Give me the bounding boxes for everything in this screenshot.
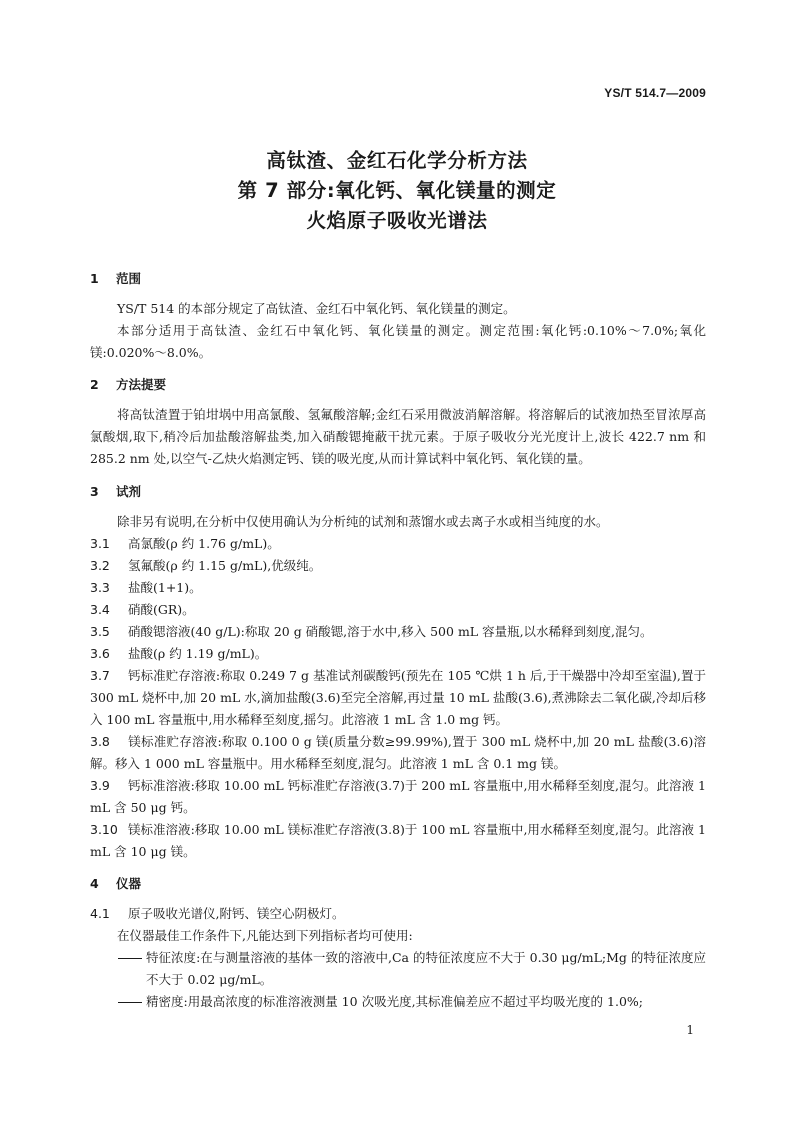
item-text: 高氯酸(ρ 约 1.76 g/mL)。 [128, 536, 280, 551]
item-number: 3.1 [90, 536, 110, 551]
item-text: 钙标准溶液:移取 10.00 mL 钙标准贮存溶液(3.7)于 200 mL 容量瓶中,用水稀释至刻度,混匀。此溶液 1 mL 含 50 μg 钙。 [90, 778, 706, 815]
dash-item-text: 精密度:用最高浓度的标准溶液测量 10 次吸光度,其标准偏差应不超过平均吸光度的 1.0%; [146, 994, 643, 1009]
page-number: 1 [686, 1023, 694, 1037]
item-text: 氢氟酸(ρ 约 1.15 g/mL),优级纯。 [128, 558, 322, 573]
item-text: 原子吸收光谱仪,附钙、镁空心阴极灯。 [128, 906, 345, 921]
reagent-item [90, 775, 706, 819]
item-text: 硝酸(GR)。 [128, 602, 195, 617]
document-body [90, 270, 706, 1013]
title-line-1: 高钛渣、金红石化学分析方法 [266, 149, 528, 172]
item-number: 3.2 [90, 558, 110, 573]
section-title: 方法提要 [116, 377, 167, 392]
section-3-intro: 除非另有说明,在分析中仅使用确认为分析纯的试剂和蒸馏水或去离子水或相当纯度的水。 [117, 514, 609, 529]
section-title: 仪器 [116, 876, 142, 891]
section-number: 2 [90, 377, 99, 392]
section-1-heading [90, 270, 706, 288]
instrument-conditions-intro: 在仪器最佳工作条件下,凡能达到下列指标者均可使用: [117, 928, 413, 943]
em-dash-mark [118, 991, 146, 1013]
item-text: 镁标准溶液:移取 10.00 mL 镁标准贮存溶液(3.8)于 100 mL 容量瓶中,用水稀释至刻度,混匀。此溶液 1 mL 含 10 μg 镁。 [90, 822, 706, 859]
section-2-paragraph: 将高钛渣置于铂坩埚中用高氯酸、氢氟酸溶解;金红石采用微波消解溶解。将溶解后的试液加热至冒浓厚高氯酸烟,取下,稍冷后加盐酸溶解盐类,加入硝酸锶掩蔽干扰元素。于原子吸收分光光度计上,波长 422.7 nm 和 285.2 nm 处,以空气-乙炔火焰测定钙、镁的吸光度,从而计算试料中氧化钙、氧化镁的量。 [90, 407, 706, 466]
reagent-item [90, 643, 706, 665]
item-number: 3.7 [90, 668, 110, 683]
item-number: 3.4 [90, 602, 110, 617]
item-number: 3.3 [90, 580, 110, 595]
section-title: 试剂 [116, 484, 142, 499]
item-number: 3.8 [90, 734, 110, 749]
reagent-item [90, 599, 706, 621]
document-title [0, 146, 794, 236]
dash-list-item [90, 947, 706, 991]
item-number: 4.1 [90, 906, 110, 921]
reagent-item [90, 621, 706, 643]
section-title: 范围 [116, 271, 142, 286]
item-number: 3.9 [90, 778, 110, 793]
standard-code: YS/T 514.7—2009 [604, 86, 706, 100]
section-2-heading [90, 376, 706, 394]
reagent-item [90, 731, 706, 775]
reagent-item [90, 665, 706, 731]
title-line-3: 火焰原子吸收光谱法 [306, 209, 488, 232]
section-4-heading [90, 875, 706, 893]
reagent-item [90, 555, 706, 577]
reagent-item [90, 577, 706, 599]
item-text: 盐酸(ρ 约 1.19 g/mL)。 [128, 646, 268, 661]
instrument-item [90, 903, 706, 925]
reagent-item [90, 533, 706, 555]
reagent-item [90, 819, 706, 863]
dash-list-item [90, 991, 706, 1013]
title-line-2: 第 7 部分:氧化钙、氧化镁量的测定 [237, 179, 557, 202]
section-3-heading [90, 483, 706, 501]
section-1-paragraph-2: 本部分适用于高钛渣、金红石中氧化钙、氧化镁量的测定。测定范围:氧化钙:0.10%～7.0%;氧化镁:0.020%～8.0%。 [90, 323, 706, 360]
item-text: 钙标准贮存溶液:称取 0.249 7 g 基准试剂碳酸钙(预先在 105 ℃烘 1 h 后,于干燥器中冷却至室温),置于 300 mL 烧杯中,加 20 mL 水,滴加盐酸(3.6)至完全溶解,再过量 10 mL 盐酸(3.6),煮沸除去二氧化碳,冷却后移入 100 mL 容量瓶中,用水稀释至刻度,摇匀。此溶液 1 mL 含 1.0 mg 钙。 [90, 668, 706, 727]
item-number: 3.10 [90, 822, 118, 837]
item-number: 3.5 [90, 624, 110, 639]
item-text: 硝酸锶溶液(40 g/L):称取 20 g 硝酸锶,溶于水中,移入 500 mL 容量瓶,以水稀释到刻度,混匀。 [128, 624, 653, 639]
item-text: 镁标准贮存溶液:称取 0.100 0 g 镁(质量分数≥99.99%),置于 300 mL 烧杯中,加 20 mL 盐酸(3.6)溶解。移入 1 000 mL 容量瓶中。用水稀释至刻度,混匀。此溶液 1 mL 含 0.1 mg 镁。 [90, 734, 706, 771]
em-dash-mark [118, 947, 146, 969]
section-number: 1 [90, 271, 99, 286]
section-number: 4 [90, 876, 99, 891]
item-number: 3.6 [90, 646, 110, 661]
section-number: 3 [90, 484, 99, 499]
item-text: 盐酸(1+1)。 [128, 580, 202, 595]
dash-item-text: 特征浓度:在与测量溶液的基体一致的溶液中,Ca 的特征浓度应不大于 0.30 μg/mL;Mg 的特征浓度应不大于 0.02 μg/mL。 [146, 950, 706, 987]
section-1-paragraph-1: YS/T 514 的本部分规定了高钛渣、金红石中氧化钙、氧化镁量的测定。 [117, 301, 516, 316]
